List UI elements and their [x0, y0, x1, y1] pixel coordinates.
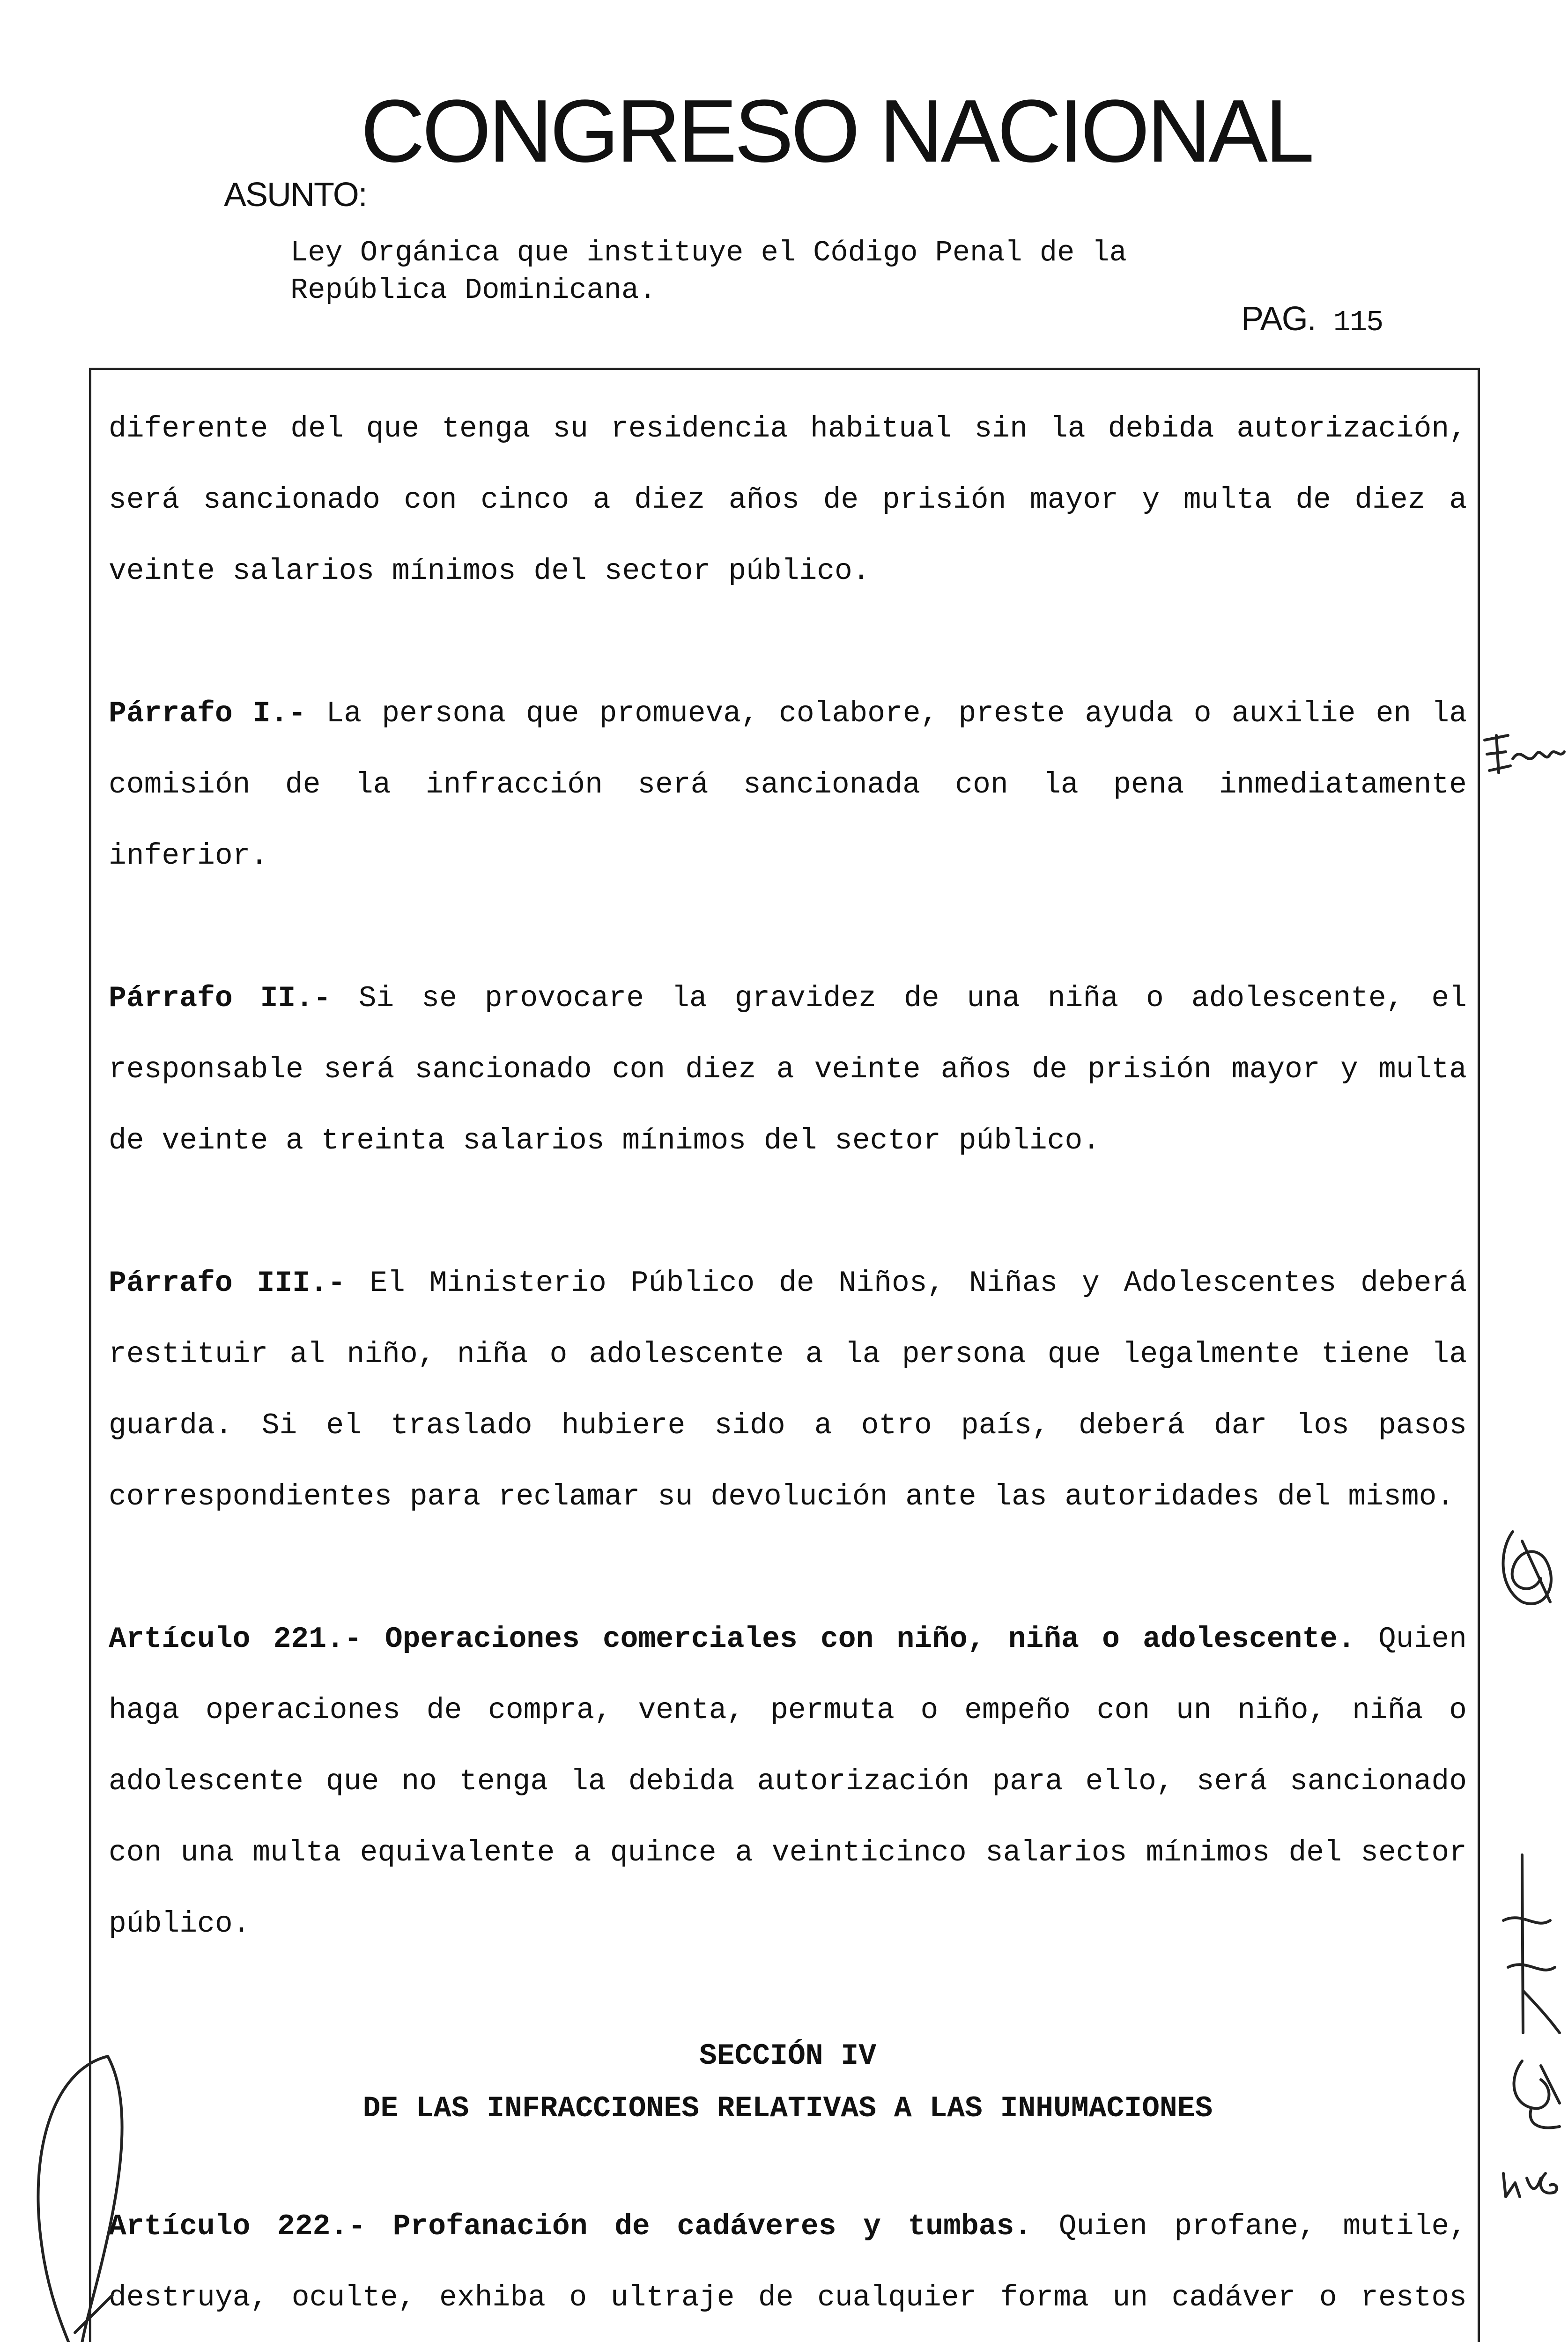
- paragraph-i-label: Párrafo I.-: [109, 697, 306, 730]
- asunto-label: ASUNTO:: [224, 176, 367, 214]
- institution-title: CONGRESO NACIONAL: [361, 82, 1312, 181]
- section-title: SECCIÓN IV: [699, 2039, 877, 2073]
- paragraph-ii: [109, 963, 1467, 1177]
- page-label: PAG.: [1241, 300, 1316, 338]
- document-body: [109, 393, 1467, 2342]
- paragraph-iii-label: Párrafo III.-: [109, 1267, 346, 1300]
- paragraph-iii: [109, 1248, 1467, 1533]
- document-subject: [290, 234, 1274, 309]
- paragraph-continuation: diferente del que tenga su residencia habitual sin la debida autorización, será sancionado con cinco a diez años de prisión mayor y multa de diez a veinte salarios mínimos del sector público.: [109, 412, 1467, 588]
- paragraph-ii-text: Si se provocare la gravidez de una niña o adolescente, el responsable será sancionado con diez a veinte años de prisión mayor y multa de veinte a treinta salarios mínimos del sector público.: [109, 982, 1467, 1157]
- initials-mark-5: [1499, 2164, 1564, 2206]
- article-222-heading: Artículo 222.- Profanación de cadáveres y tumbas.: [109, 2210, 1032, 2243]
- section-subtitle: DE LAS INFRACCIONES RELATIVAS A LAS INHUMACIONES: [362, 2092, 1213, 2125]
- paragraph-iii-text: El Ministerio Público de Niños, Niñas y Adolescentes deberá restituir al niño, niña o adolescente a la persona que legalmente tiene la guarda. Si el traslado hubiere sido a otro país, deberá dar los pasos correspondientes para reclamar su devolución ante las autoridades del mismo.: [109, 1267, 1467, 1513]
- paragraph-i: [109, 678, 1467, 892]
- subject-line-2: República Dominicana.: [290, 274, 657, 307]
- article-221-heading: Artículo 221.- Operaciones comerciales con niño, niña o adolescente.: [109, 1623, 1355, 1656]
- page-number: 115: [1333, 306, 1383, 339]
- initials-mark-1: [1480, 726, 1568, 787]
- paragraph-ii-label: Párrafo II.-: [109, 982, 331, 1015]
- article-222-text: Quien profane, mutile, destruya, oculte, exhiba o ultraje de cualquier forma un cadáver o restos: [109, 2210, 1467, 2314]
- subject-line-1: Ley Orgánica que instituye el Código Penal de la: [290, 236, 1127, 269]
- signature-mark-2: [1494, 1522, 1564, 1616]
- signature-mark-3: [1494, 1850, 1564, 2038]
- article-221-text: Quien haga operaciones de compra, venta, permuta o empeño con un niño, niña o adolescente que no tenga la debida autorización para ello, será sancionado con una multa equivalente a quince a veinticinco salarios mínimos del sector público.: [109, 1623, 1467, 1941]
- signature-mark-4: [1494, 2052, 1568, 2136]
- paragraph-i-text: La persona que promueva, colabore, preste ayuda o auxilie en la comisión de la infracción será sancionada con la pena inmediatamente inferior.: [109, 697, 1467, 873]
- page-indicator: [1241, 300, 1383, 339]
- signature-loop-left: [23, 2052, 136, 2342]
- article-222: [109, 2191, 1467, 2342]
- article-221: [109, 1604, 1467, 1960]
